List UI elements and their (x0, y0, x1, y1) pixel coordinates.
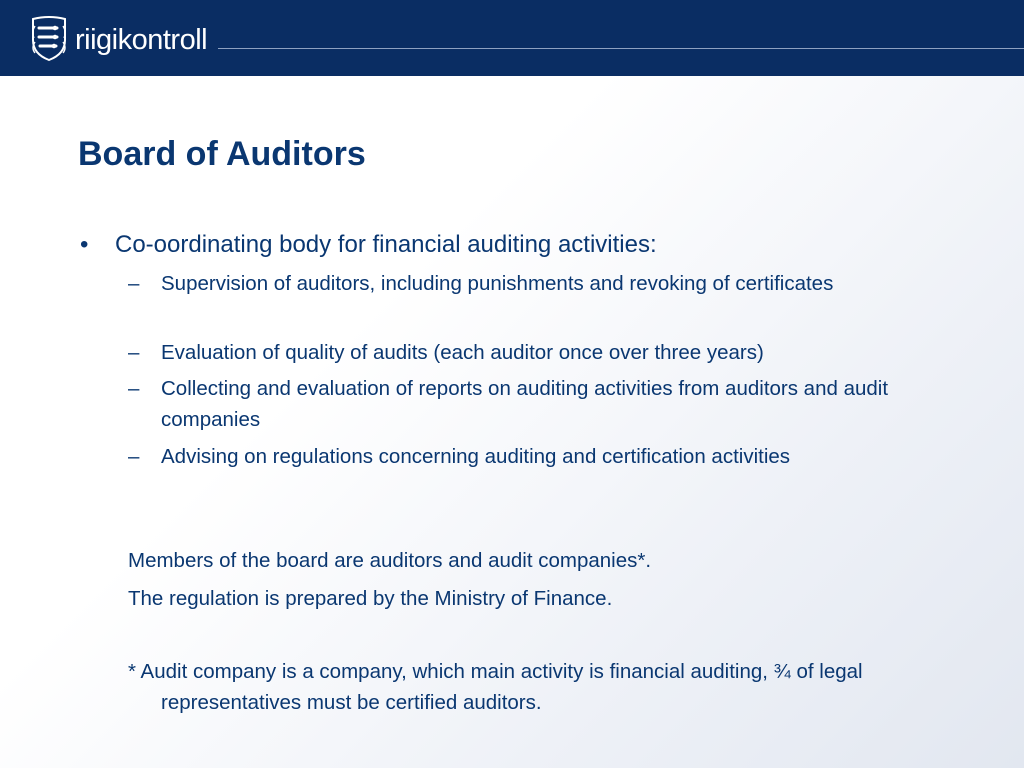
slide-title: Board of Auditors (78, 135, 366, 173)
sub-bullet-text: Advising on regulations concerning auditing and certification activities (161, 445, 791, 468)
dash-marker: – (128, 341, 140, 364)
dash-marker: – (128, 272, 140, 295)
sub-bullet-text: Evaluation of quality of audits (each auditor once over three years) (161, 341, 764, 364)
footnote: * Audit company is a company, which main activity is financial auditing, ¾ of legal representatives must be certified auditors. (128, 660, 863, 714)
dash-marker: – (128, 445, 140, 468)
brand-name: riigikontroll (75, 24, 208, 56)
sub-bullet-text: Supervision of auditors, including punishments and revoking of certificates (161, 272, 834, 295)
main-bullet: Co-oordinating body for financial auditing activities: (115, 231, 657, 258)
regulation-paragraph: The regulation is prepared by the Ministry of Finance. (128, 587, 613, 610)
sub-bullet-text: Collecting and evaluation of reports on auditing activities from auditors and audit companies (161, 377, 889, 431)
dash-marker: – (128, 377, 140, 400)
members-paragraph: Members of the board are auditors and audit companies*. (128, 549, 652, 572)
bullet-marker: • (80, 231, 89, 258)
